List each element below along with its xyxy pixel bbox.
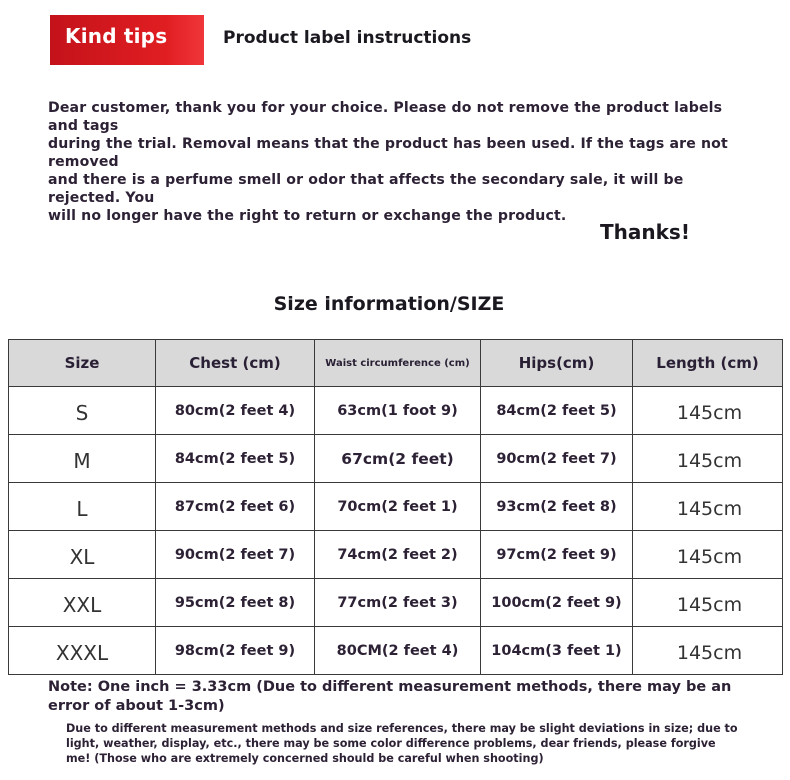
table-row	[9, 531, 783, 579]
hips-cell: 97cm(2 feet 9)	[481, 531, 633, 579]
length-cell: 145cm	[633, 483, 783, 531]
chest-cell: 87cm(2 feet 6)	[156, 483, 315, 531]
table-row	[9, 483, 783, 531]
chest-cell: 98cm(2 feet 9)	[156, 627, 315, 675]
thanks-text: Thanks!	[600, 220, 690, 244]
size-cell: L	[9, 483, 156, 531]
hips-cell: 90cm(2 feet 7)	[481, 435, 633, 483]
kind-tips-badge	[50, 15, 204, 65]
kind-tips-label: Kind tips	[65, 24, 168, 48]
size-cell: S	[9, 387, 156, 435]
table-header-row	[9, 340, 783, 387]
size-cell: XL	[9, 531, 156, 579]
size-section-title-text: Size information/SIZE	[273, 293, 505, 315]
hips-cell: 93cm(2 feet 8)	[481, 483, 633, 531]
length-cell: 145cm	[633, 531, 783, 579]
note-line: error of about 1-3cm)	[48, 698, 225, 714]
waist-cell: 74cm(2 feet 2)	[315, 531, 481, 579]
length-cell: 145cm	[633, 435, 783, 483]
size-section-title	[0, 293, 790, 315]
chest-cell: 84cm(2 feet 5)	[156, 435, 315, 483]
disclaimer-line: Due to different measurement methods and size references, there may be slight deviations in size; due to	[66, 722, 738, 735]
column-header-length: Length (cm)	[633, 340, 783, 387]
length-cell: 145cm	[633, 627, 783, 675]
size-table	[8, 339, 783, 675]
disclaimer-line: light, weather, display, etc., there may be some color difference problems, dear friends, please forgive	[66, 737, 716, 750]
measurement-note	[48, 678, 748, 716]
size-cell: XXXL	[9, 627, 156, 675]
length-cell: 145cm	[633, 579, 783, 627]
hips-cell: 84cm(2 feet 5)	[481, 387, 633, 435]
column-header-chest: Chest (cm)	[156, 340, 315, 387]
column-header-size: Size	[9, 340, 156, 387]
table-row	[9, 387, 783, 435]
size-cell: M	[9, 435, 156, 483]
page-title: Product label instructions	[223, 28, 472, 48]
waist-cell: 77cm(2 feet 3)	[315, 579, 481, 627]
waist-cell: 70cm(2 feet 1)	[315, 483, 481, 531]
chest-cell: 90cm(2 feet 7)	[156, 531, 315, 579]
intro-line: and there is a perfume smell or odor that affects the secondary sale, it will be rejected. You	[48, 172, 684, 206]
waist-cell: 63cm(1 foot 9)	[315, 387, 481, 435]
intro-line: Dear customer, thank you for your choice. Please do not remove the product labels and tags	[48, 100, 723, 134]
table-row	[9, 627, 783, 675]
table-row	[9, 579, 783, 627]
column-header-hips: Hips(cm)	[481, 340, 633, 387]
disclaimer-line: me! (Those who are extremely concerned should be careful when shooting)	[66, 752, 544, 765]
waist-cell: 67cm(2 feet)	[315, 435, 481, 483]
table-row	[9, 435, 783, 483]
intro-line: will no longer have the right to return or exchange the product.	[48, 208, 567, 224]
hips-cell: 104cm(3 feet 1)	[481, 627, 633, 675]
hips-cell: 100cm(2 feet 9)	[481, 579, 633, 627]
column-header-waist: Waist circumference (cm)	[315, 340, 481, 387]
length-cell: 145cm	[633, 387, 783, 435]
note-line: Note: One inch = 3.33cm (Due to different measurement methods, there may be an	[48, 679, 732, 695]
intro-line: during the trial. Removal means that the product has been used. If the tags are not removed	[48, 136, 728, 170]
chest-cell: 80cm(2 feet 4)	[156, 387, 315, 435]
waist-cell: 80CM(2 feet 4)	[315, 627, 481, 675]
chest-cell: 95cm(2 feet 8)	[156, 579, 315, 627]
intro-paragraph	[48, 99, 748, 225]
size-cell: XXL	[9, 579, 156, 627]
disclaimer-text	[66, 721, 746, 766]
